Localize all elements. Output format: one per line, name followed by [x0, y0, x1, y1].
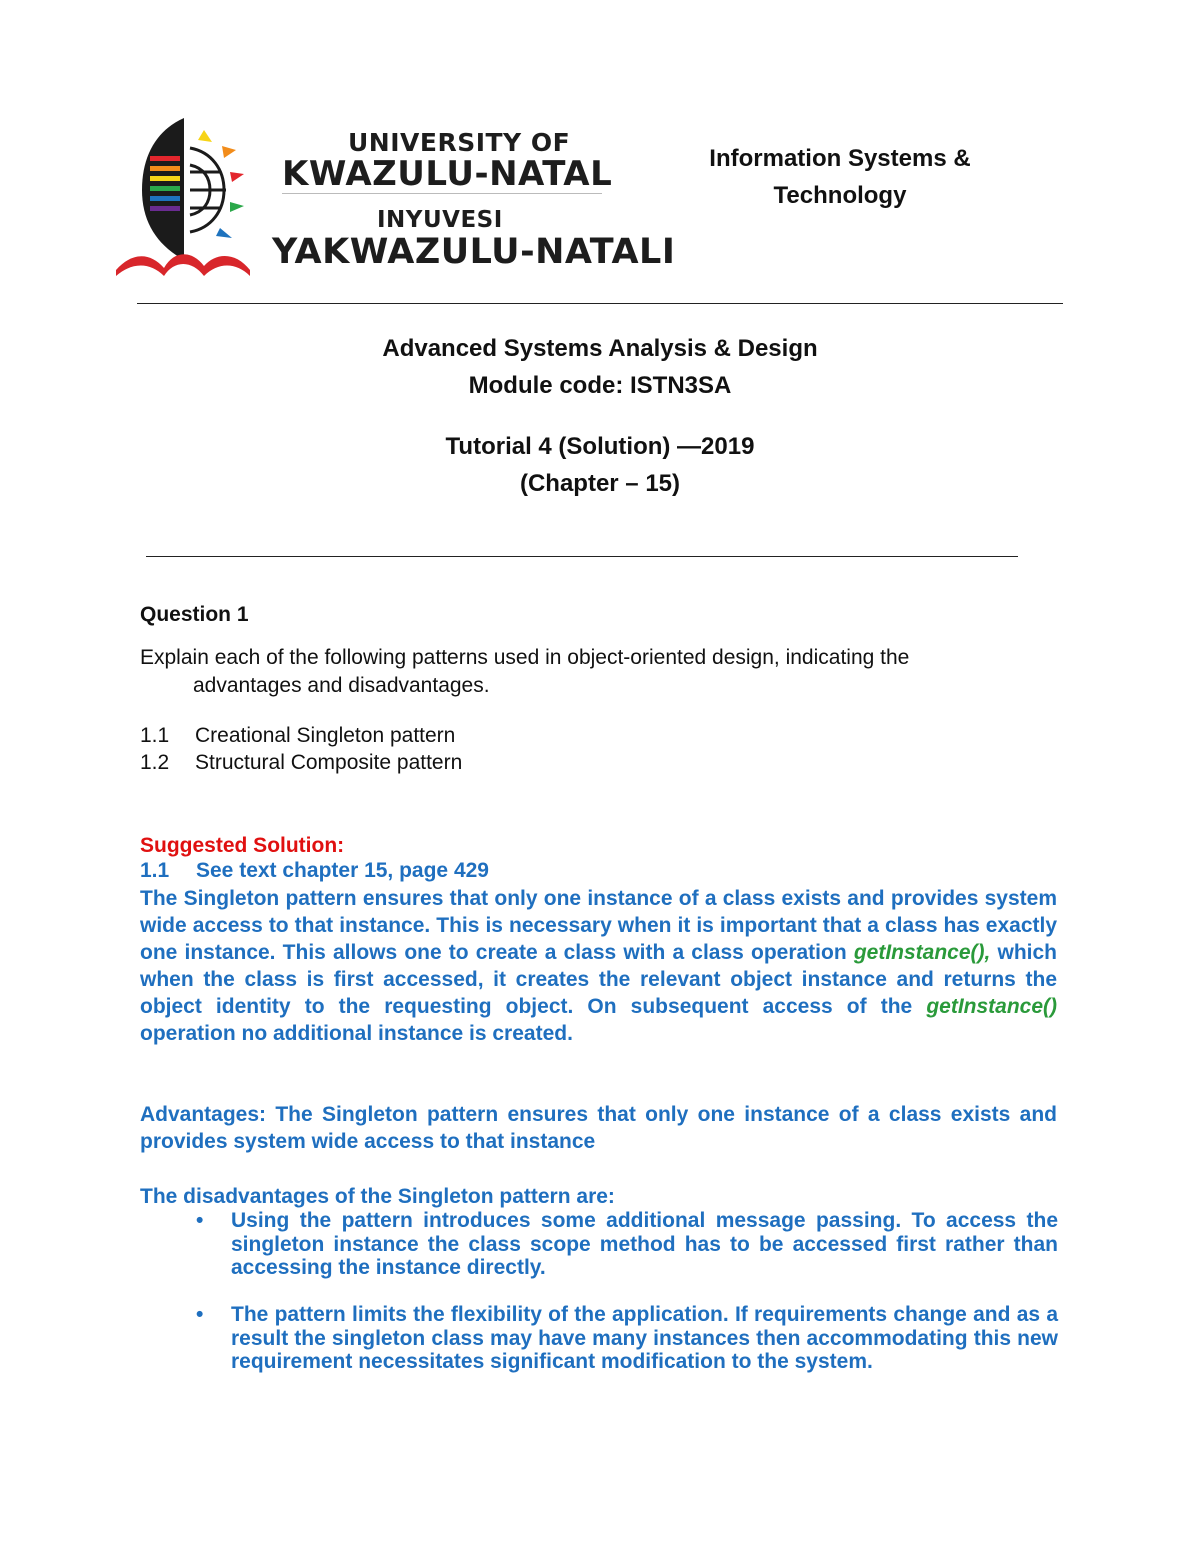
getinstance-code: getInstance(), [853, 941, 991, 964]
question-text-line-2: advantages and disadvantages. [193, 674, 490, 697]
singleton-desc-part-2: which when the class is first accessed, it creates the relevant object instance and returns the object identity to the requesting object. On subsequent access of the [140, 941, 1057, 1018]
solution-ref-text: See text chapter 15, page 429 [196, 859, 489, 882]
getinstance-code: getInstance() [926, 995, 1057, 1018]
department-name: Information Systems & Technology [709, 145, 971, 209]
header-divider [137, 303, 1063, 304]
question-item [140, 724, 455, 748]
question-item-label: Creational Singleton pattern [195, 724, 456, 747]
ukzn-emblem-icon [112, 110, 252, 280]
question-heading: Question 1 [140, 603, 249, 626]
solution-heading: Suggested Solution: [140, 834, 345, 857]
bullet-icon: • [196, 1303, 204, 1326]
logo-line-1: UNIVERSITY OF [348, 128, 571, 157]
logo-divider [282, 193, 602, 194]
university-logo [112, 110, 676, 280]
logo-line-3: INYUVESI [377, 207, 503, 233]
singleton-desc-part-1: The Singleton pattern ensures that only one instance of a class exists and provides system wide access to that instance. This is necessary when it is important that a class has exactly one instance. This allows one to create a class with a class operation [140, 887, 1057, 964]
course-title: Advanced Systems Analysis & Design [382, 335, 818, 362]
disadvantage-text: Using the pattern introduces some additional message passing. To access the singleton instance the class scope method has to be accessed first rather than accessing the instance directly. [231, 1209, 1058, 1279]
module-code: Module code: ISTN3SA [468, 372, 732, 399]
solution-reference [140, 859, 489, 883]
tutorial-title: Tutorial 4 (Solution) —2019 [445, 433, 755, 460]
logo-line-4: YAKWAZULU-NATALI [272, 232, 676, 272]
singleton-desc-part-3: operation no additional instance is created. [140, 1022, 573, 1045]
disadvantage-text: The pattern limits the flexibility of the application. If requirements change and as a result the singleton class may have many instances then accommodating this new requirement necessitates significant modification to the system. [231, 1303, 1058, 1373]
disadvantages-heading: The disadvantages of the Singleton pattern are: [140, 1185, 615, 1208]
question-item-number: 1.2 [140, 751, 170, 774]
advantages-paragraph: Advantages: The Singleton pattern ensures that only one instance of a class exists and provides system wide access to that instance [140, 1103, 1057, 1153]
chapter-label: (Chapter – 15) [519, 470, 681, 497]
title-divider [146, 556, 1018, 557]
question-text [140, 644, 1040, 700]
bullet-icon: • [196, 1209, 204, 1232]
solution-ref-number: 1.1 [140, 859, 170, 882]
singleton-description [140, 885, 1057, 1047]
question-item-number: 1.1 [140, 724, 170, 747]
question-item-label: Structural Composite pattern [195, 751, 463, 774]
question-item [140, 751, 462, 775]
logo-line-2: KWAZULU-NATAL [282, 154, 613, 194]
question-text-line-1: Explain each of the following patterns used in object-oriented design, indicating the [140, 646, 910, 669]
